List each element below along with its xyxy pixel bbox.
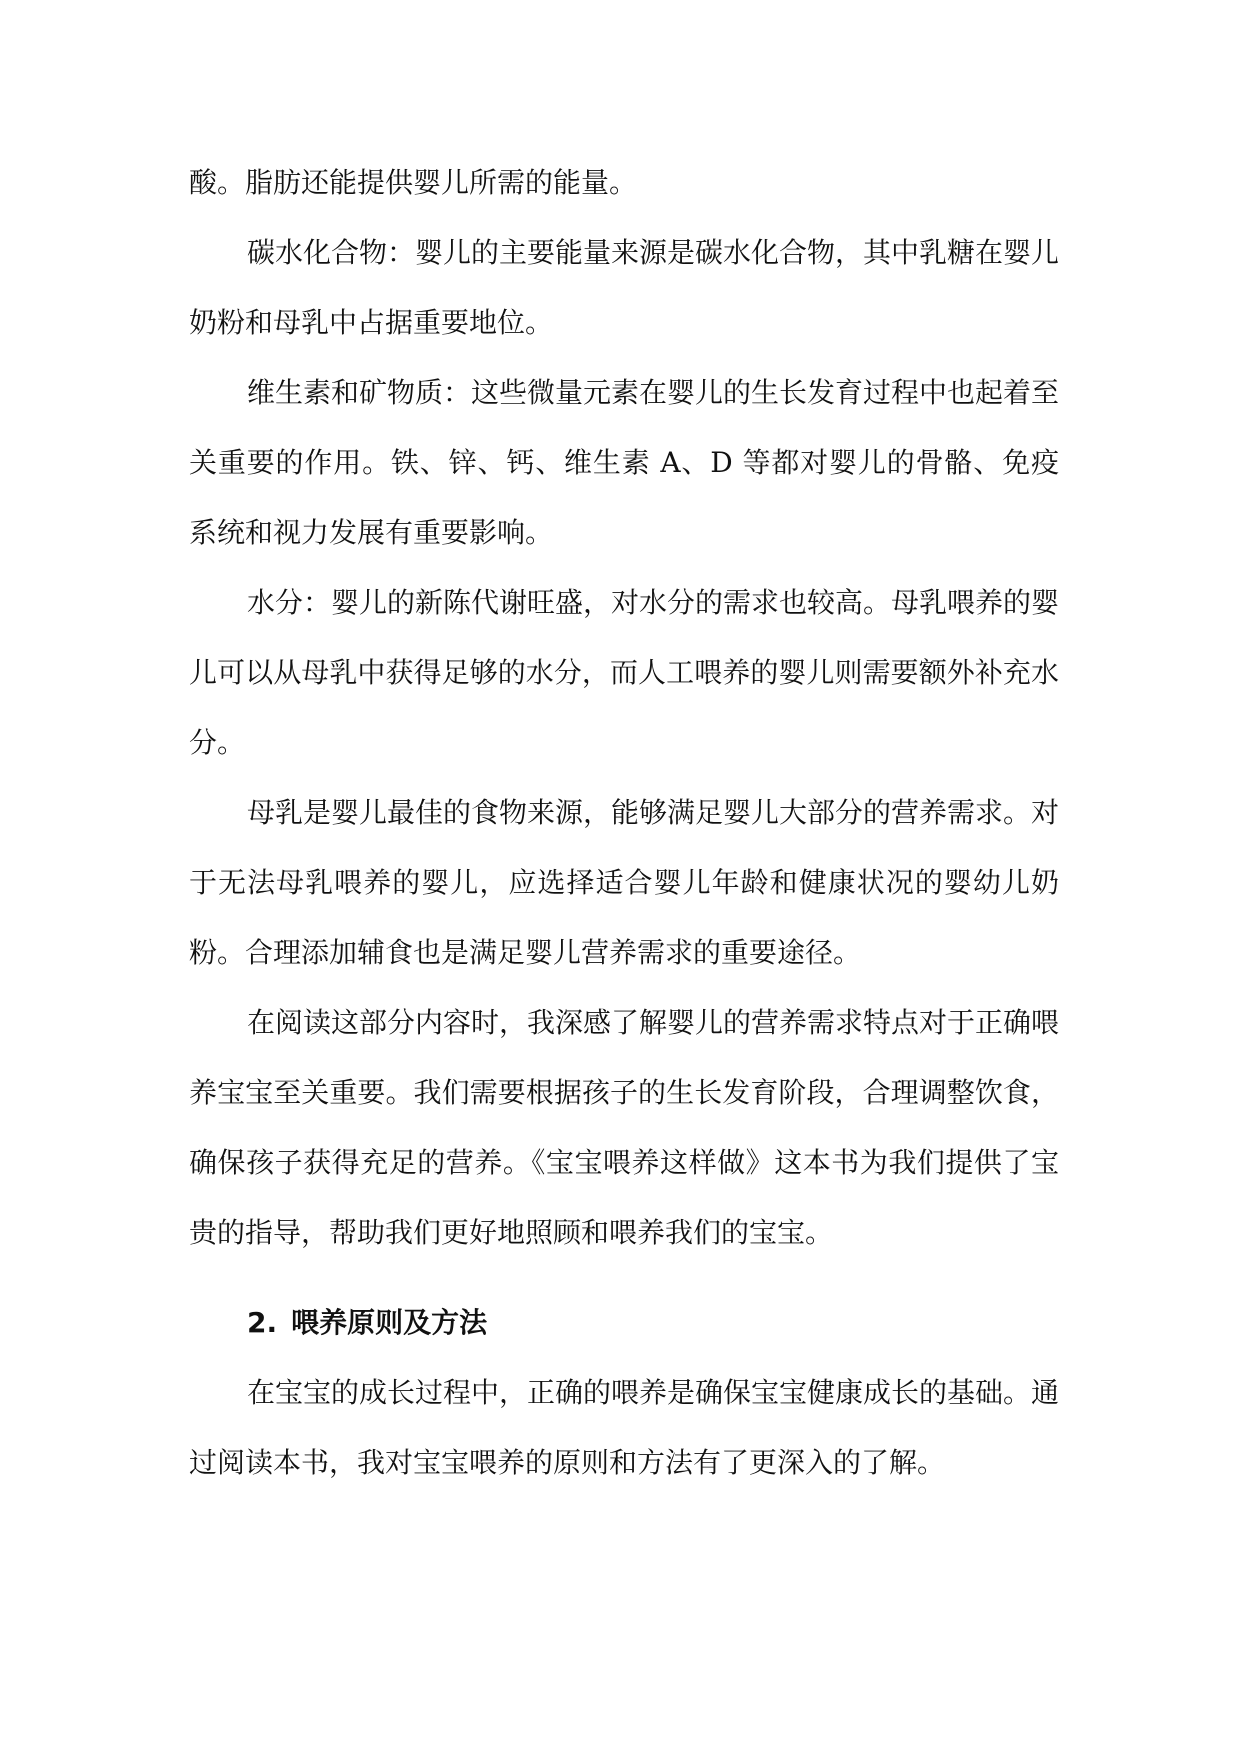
paragraph-carbohydrates: 碳水化合物：婴儿的主要能量来源是碳水化合物，其中乳糖在婴儿奶粉和母乳中占据重要地位。 <box>189 236 1060 339</box>
paragraph-fat-continuation: 酸。脂肪还能提供婴儿所需的能量。 <box>189 166 638 199</box>
paragraph-reflection: 在阅读这部分内容时，我深感了解婴儿的营养需求特点对于正确喂养宝宝至关重要。我们需要根据孩子的生长发育阶段，合理调整饮食，确保孩子获得充足的营养。《宝宝喂养这样做》这本书为我们提供了宝贵的指导，帮助我们更好地照顾和喂养我们的宝宝。 <box>189 1006 1060 1249</box>
paragraph-feeding-intro: 在宝宝的成长过程中，正确的喂养是确保宝宝健康成长的基础。通过阅读本书，我对宝宝喂养的原则和方法有了更深入的了解。 <box>189 1376 1060 1479</box>
section-heading <box>189 1268 1059 1358</box>
document-body <box>189 148 1059 1498</box>
section-title: 喂养原则及方法 <box>291 1306 488 1339</box>
paragraph-vitamins-minerals: 维生素和矿物质：这些微量元素在婴儿的生长发育过程中也起着至关重要的作用。铁、锌、钙、维生素 A、D 等都对婴儿的骨骼、免疫系统和视力发展有重要影响。 <box>189 376 1060 549</box>
section-number: 2. <box>247 1306 278 1339</box>
paragraph-breast-milk: 母乳是婴儿最佳的食物来源，能够满足婴儿大部分的营养需求。对于无法母乳喂养的婴儿，应选择适合婴儿年龄和健康状况的婴幼儿奶粉。合理添加辅食也是满足婴儿营养需求的重要途径。 <box>189 796 1060 969</box>
paragraph-water: 水分：婴儿的新陈代谢旺盛，对水分的需求也较高。母乳喂养的婴儿可以从母乳中获得足够的水分，而人工喂养的婴儿则需要额外补充水分。 <box>189 586 1060 759</box>
